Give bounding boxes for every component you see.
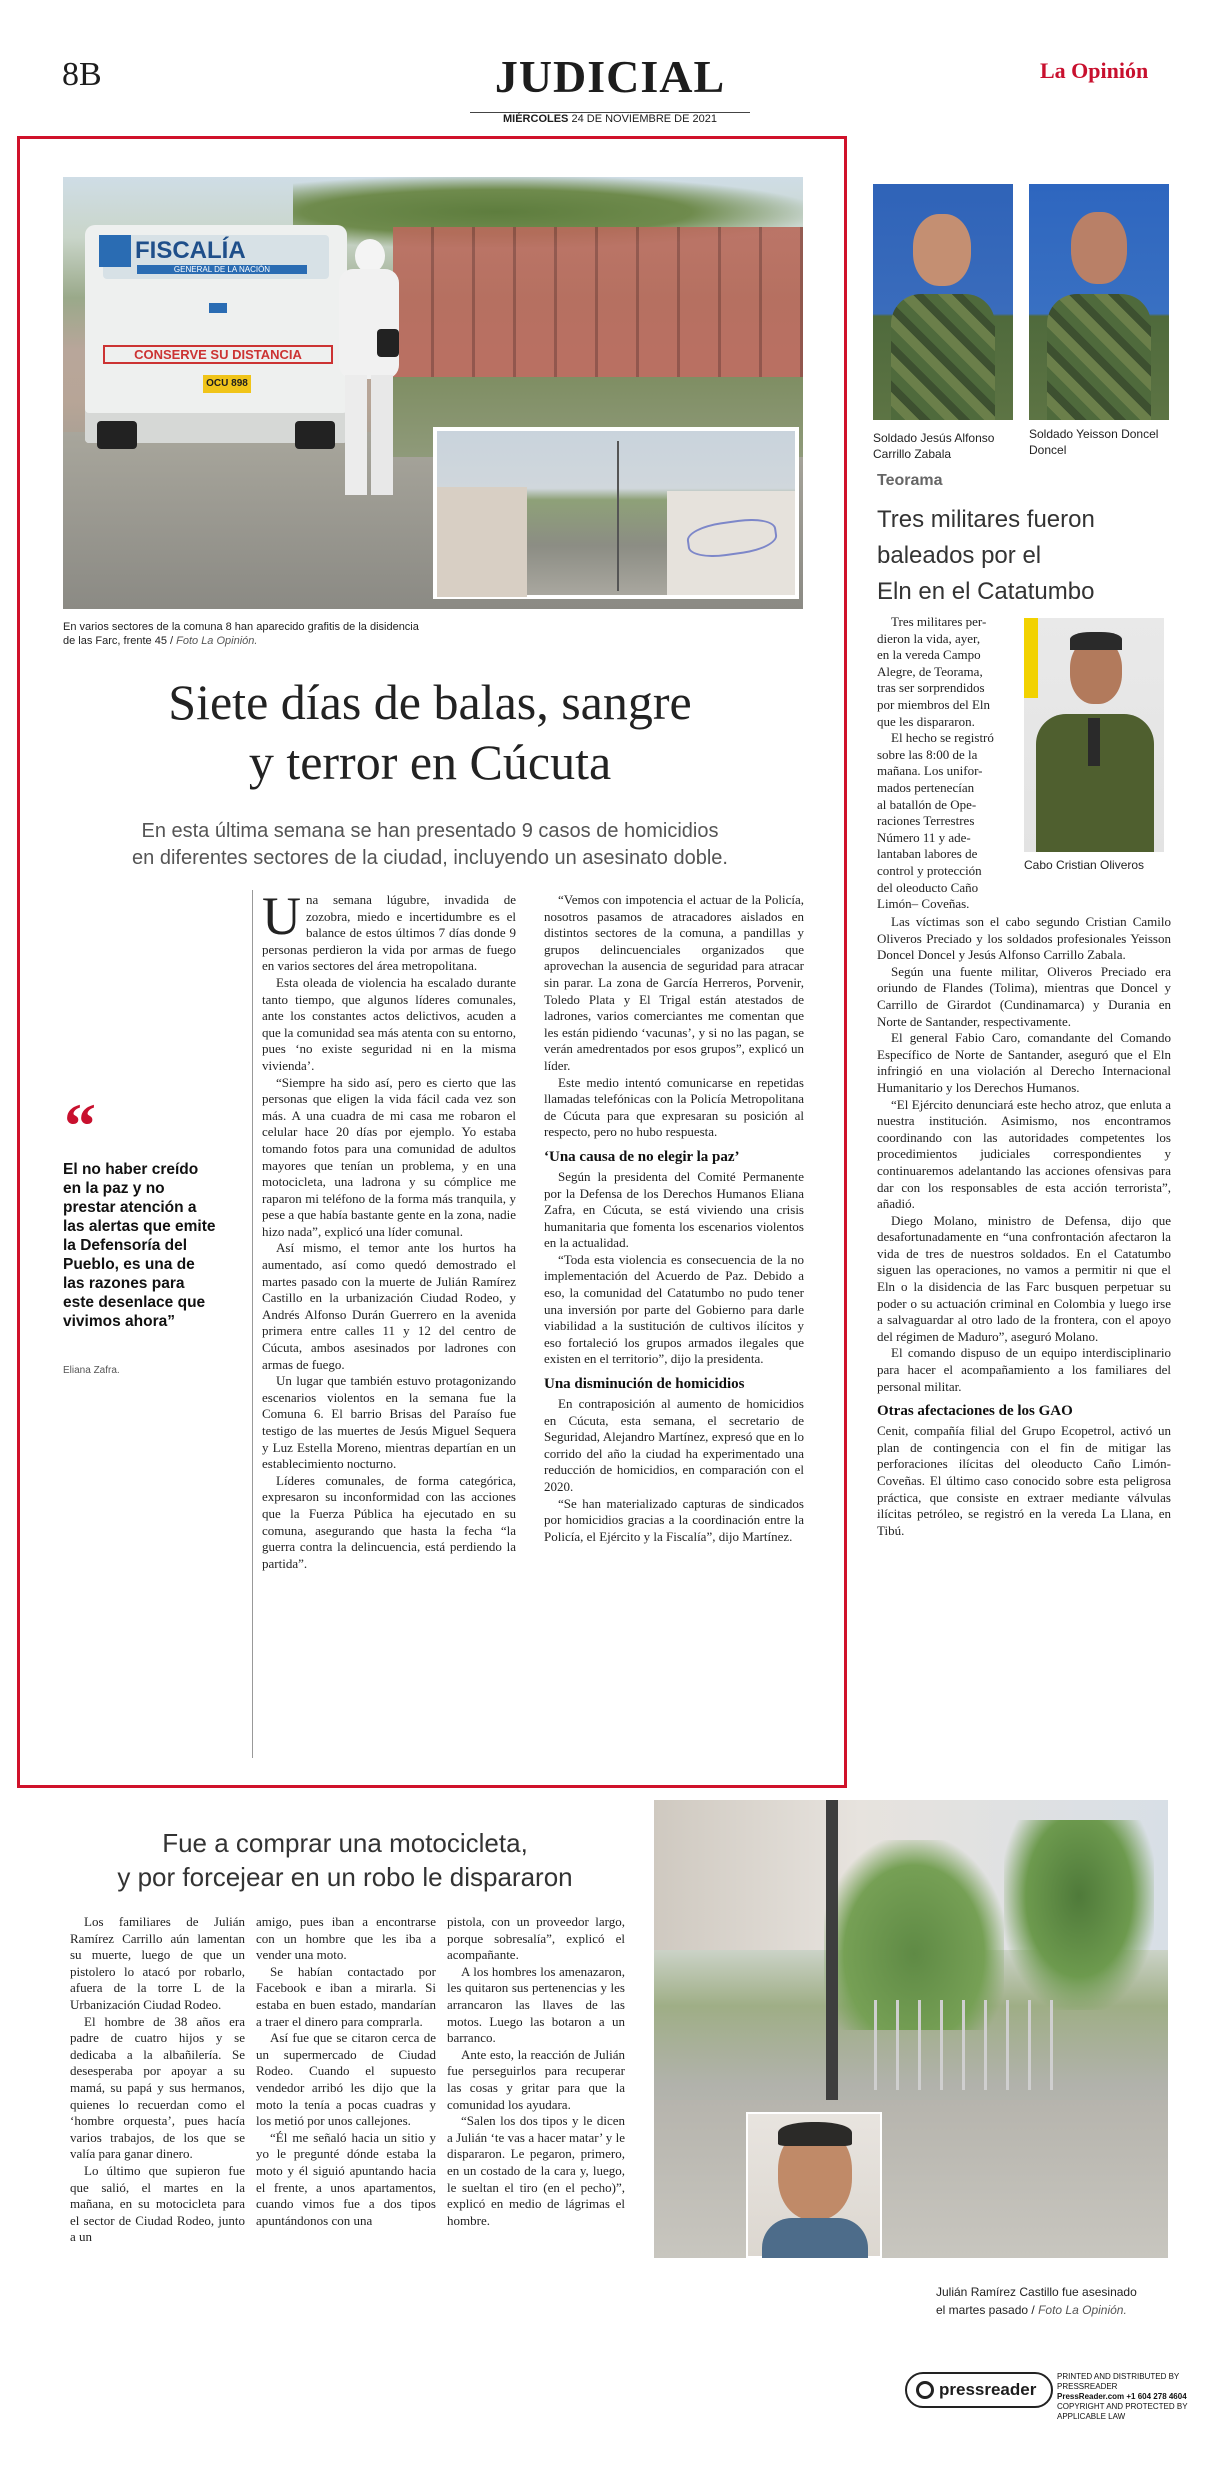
date-day: MIÉRCOLES	[503, 113, 569, 125]
vehicle-sublabel: GENERAL DE LA NACIÓN	[137, 265, 307, 274]
caption-credit: Foto La Opinión.	[176, 635, 258, 647]
pressreader-badge[interactable]	[905, 2372, 1053, 2408]
bottom-col3-para: pistola, con un proveedor largo, porque sobresalía”, explicó el acompañante.	[447, 1914, 625, 1963]
main-col1-para: Un lugar que también estuvo protagonizando escenarios violentos en la semana fue la Comuna 6. El barrio Brisas del Paraíso fue testigo de las muertes de Jesús Miguel Sequera y Luz Estella Moreno, mientras departían en un establecimiento nocturno.	[262, 1373, 516, 1472]
pressreader-logo: pressreader	[939, 2380, 1037, 2399]
main-col1-para: Así mismo, el temor ante los hurtos ha aumentado, así como quedó demostrado el martes pasado con la muerte de Julián Ramírez Castillo en la urbanización Ciudad Rodeo, y Andrés Alfonso Durán Guerrero en la avenida primera entre calles 11 y 12 del centro de Cúcuta, ambos asesinados por ladrones con armas de fuego.	[262, 1240, 516, 1372]
main-col1-para: Líderes comunales, de forma categórica, expresaron su inconformidad con las acciones que la Fuerza Pública ha ejecutado en su comuna, asegurando que hasta la fecha “la guerra contra la delincuencia, está perdiendo la partida”.	[262, 1472, 516, 1571]
inset-photo	[433, 427, 799, 599]
side-headline-line: baleados por el	[877, 542, 1042, 569]
vehicle-warning: CONSERVE SU DISTANCIA	[103, 345, 333, 364]
soldier-1-photo	[873, 184, 1013, 420]
main-column-2	[544, 892, 804, 1545]
officer-photo	[1024, 618, 1164, 852]
side-intro-line: mañana. Los unifor-	[877, 763, 983, 779]
officer-caption: Cabo Cristian Oliveros	[1024, 858, 1145, 872]
main-col2-para: “Toda esta violencia es consecuencia de la no implementación del Acuerdo de Paz. Debido a eso, la comunidad del Catatumbo no pudo tener una inversión por parte del Gobierno para darle viabilidad a la sustitución de cultivos ilícitos y eso fortaleció los grupos armados ilegales que existen en el territorio”, dijo la presidenta.	[544, 1251, 804, 1367]
fiscalia-vehicle	[85, 225, 347, 443]
date-rest: 24 DE NOVIEMBRE DE 2021	[571, 113, 717, 125]
side-intro-line: control y protección	[877, 862, 982, 878]
bottom-col1-para: El hombre de 38 años era padre de cuatro hijos y se dedicaba a la albañilería. Se desesperaba por apoyar a su mamá, su papá y sus hermanos, quienes lo recuerdan como el ‘hombre orquesta’, pues hacía varios trabajos, de los que se valía para ganar dinero.	[70, 2013, 245, 2162]
side-para: El general Fabio Caro, comandante del Comando Específico de Norte de Santander, aseguró que el Eln infringió en una violación al Derecho Internacional Humanitario y los Derechos Humanos.	[877, 1030, 1171, 1095]
main-col2-subhead: ‘Una causa de no elegir la paz’	[544, 1148, 740, 1165]
brand-logo: La Opinión	[1040, 58, 1149, 83]
main-col1-para: “Siempre ha sido así, pero es cierto que las personas que eligen la vida fácil cada vez son más. A una cuadra de mi casa me robaron el celular hace 20 días por ejemplo. Yo estaba tomando fotos para una comunidad de adultos mayores que tenían un problema, y en una motocicleta, una ladrona y su cómplice me raparon mi teléfono de la forma más tranquila, y pese a que había bastante gente en la zona, nadie hizo nada”, explicó una líder comunal.	[262, 1074, 516, 1239]
soldier-2-caption: Soldado Yeisson Doncel Doncel	[1029, 427, 1159, 457]
side-intro-line: que les dispararon.	[877, 713, 975, 729]
main-col2-para: “Se han materializado capturas de sindicados por homicidios gracias a la coordinación entre la Policía, el Ejército y la Fiscalía”, dijo Martínez.	[544, 1495, 804, 1544]
side-headline	[877, 502, 1177, 610]
bottom-col3-para: Ante esto, la reacción de Julián fue perseguirlos para recuperar las cosas y gritar para que la comunidad los ayudara.	[447, 2046, 625, 2112]
bottom-column-1	[70, 1914, 245, 2246]
side-para: Las víctimas son el cabo segundo Cristian Camilo Oliveros Preciado y los soldados profesionales Yeisson Doncel Doncel y Jesús Alfonso Carrillo Zabala.	[877, 914, 1171, 963]
subhead-line-1: En esta última semana se han presentado 9 casos de homicidios	[141, 820, 719, 842]
section-title: JUDICIAL	[494, 51, 726, 102]
main-headline	[40, 672, 820, 792]
side-intro-line: mados pertenecían	[877, 779, 975, 795]
pressreader-icon	[916, 2381, 934, 2399]
main-col2-para: En contraposición al aumento de homicidios en Cúcuta, esta semana, el secretario de Seguridad, Alejandro Martínez, expresó que en lo corrido del año la ciudad ha experimentado una reducción de homicidios, en comparación con el 2020.	[544, 1396, 804, 1494]
side-intro-line: Limón– Coveñas.	[877, 896, 970, 912]
issue-date	[470, 113, 750, 125]
side-intro-line: raciones Terrestres	[877, 813, 975, 829]
bottom-col2-para: Así fue que se citaron cerca de un supermercado de Ciudad Rodeo. Cuando el supuesto vendedor arribó les dijo que la moto la tenía a pocas cuadras y los metió por unos callejones.	[256, 2030, 436, 2129]
subhead-line-2: en diferentes sectores de la ciudad, incluyendo un asesinato doble.	[132, 847, 728, 869]
crime-photo-caption: Julián Ramírez Castillo fue asesinado el martes pasado / Foto La Opinión.	[936, 2283, 1166, 2319]
main-col2-para: Este medio intentó comunicarse en repetidas llamadas telefónicas con la Policía Metropolitana de Cúcuta para que expresaran su posición al respecto, pero no hubo respuesta.	[544, 1074, 804, 1140]
soldier-1-caption: Soldado Jesús Alfonso Carrillo Zabala	[873, 431, 995, 461]
drop-cap: U	[262, 886, 301, 946]
hero-photo	[63, 177, 803, 609]
side-subhead: Otras afectaciones de los GAO	[877, 1403, 1073, 1420]
page-number: 8B	[62, 56, 102, 93]
side-para: Cenit, compañía filial del Grupo Ecopetrol, activó un plan de contingencia con el fin de mitigar las perforaciones ilícitas del oleoducto Caño Limón- Coveñas. El último caso conocido sobre esta peligrosa práctica, que consiste en extraer mediante válvulas ilícitas petróleo, se registró en la vereda La Llana, en Tibú.	[877, 1423, 1171, 1538]
bottom-col2-para: “Él me señaló hacia un sitio y yo le pregunté dónde estaba la moto y él siguió apuntando hacia el frente, a unos apartamentos, cuando vimos fue a dos tipos apuntándonos con una	[256, 2129, 436, 2228]
side-intro-line: del oleoducto Caño	[877, 879, 979, 895]
bottom-col3-para: A los hombres los amenazaron, les quitaron sus pertenencias y les arrancaron las llaves de las motos. Luego las botaron a un barranco.	[447, 1963, 625, 2046]
soldier-2-photo	[1029, 184, 1169, 420]
side-intro-line: al batallón de Ope-	[877, 796, 977, 812]
bottom-column-3	[447, 1914, 625, 2229]
victim-photo	[746, 2112, 882, 2258]
bottom-col2-para: amigo, pues iban a encontrarse con un hombre que les iba a vender una moto.	[256, 1914, 436, 1963]
bottom-headline	[40, 1826, 650, 1894]
headline-line-2: y terror en Cúcuta	[248, 734, 612, 790]
bottom-col1-para: Los familiares de Julián Ramírez Carrillo aún lamentan su muerte, luego de que un pistolero lo atacó por robarlo, afuera de la torre L de la Urbanización Ciudad Rodeo.	[70, 1914, 245, 2012]
side-para: “El Ejército denunciará este hecho atroz, que enluta a nuestra institución. Asimismo, nos encontramos coordinando con las autoridades competentes los procedimientos judiciales correspondientes y continuaremos adelantando las acciones ofensivas para dar con los responsables de esta acción terrorista”, añadió.	[877, 1096, 1171, 1212]
side-intro-line: lantaban labores de	[877, 846, 978, 862]
main-col2-para: “Vemos con impotencia el actuar de la Policía, nosotros pasamos de atracadores aislados en distintos sectores de la comuna, a pandillas y grupos delincuenciales organizados que aprovechan la ausencia de seguridad para atracar sin parar. La zona de García Herreros, Porvenir, Toledo Plata y El Trigal están atestados de ladrones, varios comerciantes me comentan que les están pidiendo ‘vacunas’, y si no las pagan, se verán amedrentados por esos grupos”, explicó un líder.	[544, 892, 804, 1073]
pull-quote-author: Eliana Zafra.	[63, 1365, 120, 1376]
side-intro-line: en la vereda Campo	[877, 647, 981, 663]
bottom-headline-line: Fue a comprar una motocicleta,	[162, 1828, 528, 1858]
side-intro-line: dieron la vida, ayer,	[877, 630, 981, 646]
side-para: Según una fuente militar, Oliveros Preciado era oriundo de Flandes (Tolima), mientras que Doncel y Carrillo de Girardot (Cundinamarca) y Durania en Norte de Santander, respectivamente.	[877, 963, 1171, 1029]
main-subhead	[40, 818, 820, 872]
side-para: Diego Molano, ministro de Defensa, dijo que desafortunadamente en “una confrontación afectaron la vida de tres de nuestros soldados. En el Catatumbo siguen las operaciones, no vamos a permitir ni que el Eln o la disidencia de las Farc busquen perpetuar su poder o su actuación criminal en Colombia y luego irse a salvaguardar al otro lado de la frontera, con el apoyo del régimen de Maduro”, aseguró Molano.	[877, 1212, 1171, 1344]
vehicle-plate: OCU 898	[203, 375, 251, 393]
bottom-headline-line: y por forcejear en un robo le dispararon	[117, 1862, 573, 1892]
bottom-column-2	[256, 1914, 436, 2229]
side-headline-line: Eln en el Catatumbo	[877, 578, 1095, 605]
side-intro-line: Tres militares per-	[891, 614, 987, 629]
side-intro-line: Alegre, de Teorama,	[877, 663, 983, 679]
side-body	[877, 914, 1171, 1539]
fineprint-line: PRINTED AND DISTRIBUTED BY PRESSREADER	[1057, 2372, 1180, 2391]
bottom-col3-para: “Salen los dos tipos y le dicen a Julián ‘te vas a hacer matar’ y le dispararon. Le pegaron, primero, en un costado de la cara y, luego, le sueltan el tiro (en el pecho)”, explicó en medio de lágrimas el hombre.	[447, 2113, 625, 2228]
hero-photo-caption: En varios sectores de la comuna 8 han aparecido grafitis de la disidencia de las Farc, frente 45 / Foto La Opinión.	[63, 621, 419, 647]
fineprint-line: COPYRIGHT AND PROTECTED BY APPLICABLE LAW	[1057, 2402, 1188, 2421]
side-intro-line: El hecho se registró	[891, 730, 994, 746]
pressreader-fineprint	[1057, 2372, 1217, 2422]
bottom-col2-para: Se habían contactado por Facebook e iban a mirarla. Si estaba en buen estado, mandarían a traer el dinero para comprarla.	[256, 1963, 436, 2029]
fineprint-line: PressReader.com +1 604 278 4604	[1057, 2392, 1187, 2401]
side-intro-line: sobre las 8:00 de la	[877, 746, 978, 762]
caption-credit: Foto La Opinión.	[1038, 2303, 1127, 2317]
side-intro-line: tras ser sorprendidos	[877, 680, 985, 696]
side-intro-line: Número 11 y ade-	[877, 829, 971, 845]
main-col2-para: Según la presidenta del Comité Permanente por la Defensa de los Derechos Humanos Eliana Zafra, en Cúcuta, se está viviendo una crisis humanitaria que fomenta los escenarios violentos en la actualidad.	[544, 1168, 804, 1251]
main-col2-subhead: Una disminución de homicidios	[544, 1376, 745, 1393]
side-kicker: Teorama	[877, 472, 943, 489]
side-intro-line: por miembros del Eln	[877, 696, 991, 712]
caption-text: En varios sectores de la comuna 8 han aparecido grafitis de la disidencia de las Farc, frente 45	[63, 621, 419, 647]
caption-line-2: el martes pasado	[936, 2303, 1029, 2317]
crime-scene-photo	[654, 1800, 1168, 2258]
vehicle-label: FISCALÍA	[135, 237, 246, 264]
headline-line-1: Siete días de balas, sangre	[168, 674, 692, 730]
caption-line-1: Julián Ramírez Castillo fue asesinado	[936, 2285, 1137, 2299]
pull-quote: El no haber creído en la paz y no prestar atención a las alertas que emite la Defensoría del Pueblo, es una de las razones para este desenlace que vivimos ahora”	[63, 1161, 216, 1330]
side-intro	[877, 614, 1017, 913]
side-headline-line: Tres militares fueron	[877, 506, 1095, 533]
main-column-1	[262, 886, 516, 1572]
main-col1-para: na semana lúgubre, invadida de zozobra, miedo e incertidumbre es el balance de estos últimos 7 días donde 9 personas perdieron la vida por armas de fuego en varios sectores del área metropolitana.	[262, 892, 516, 974]
forensic-person	[333, 239, 403, 509]
side-para: El comando dispuso de un equipo interdisciplinario para hacer el acompañamiento a los familiares del personal militar.	[877, 1345, 1171, 1394]
quote-mark: “	[64, 1090, 96, 1161]
main-col1-para: Esta oleada de violencia ha escalado durante tanto tiempo, que algunos líderes comunales, ante los constantes actos delictivos, acuden a que la comunidad sea más atenta con su entorno, pues ‘no existe seguridad ni en la misma vivienda’.	[262, 974, 516, 1073]
bottom-col1-para: Lo último que supieron fue que salió, el martes en la mañana, en su motocicleta para el sector de Ciudad Rodeo, junto a un	[70, 2162, 245, 2245]
